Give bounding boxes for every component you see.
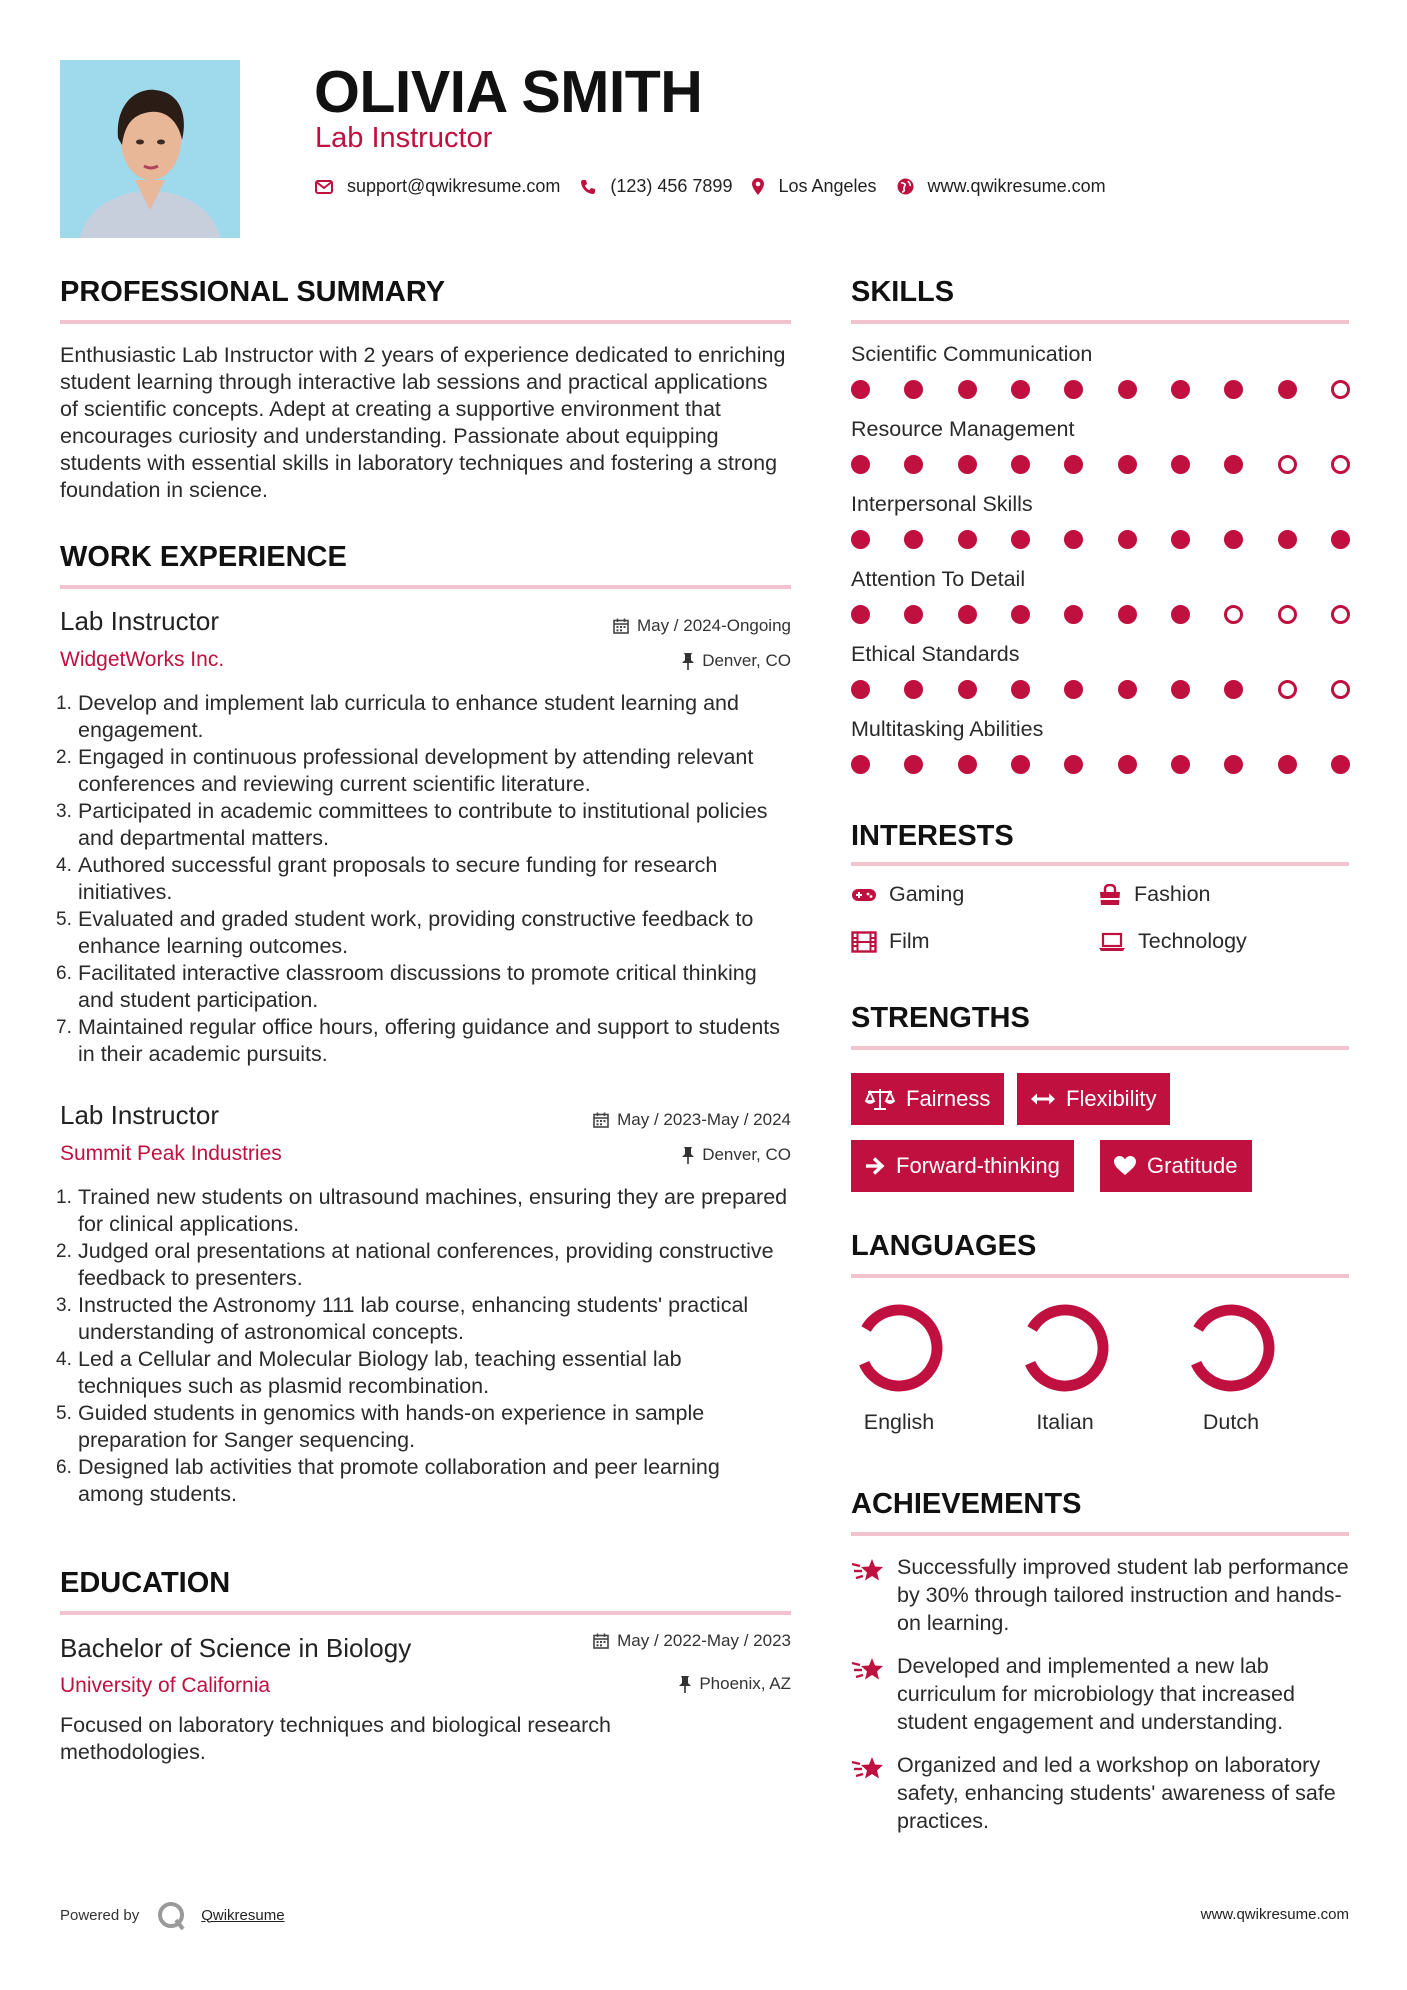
experience-divider — [60, 585, 791, 589]
language-label: Italian — [1036, 1410, 1094, 1434]
rating-dot-filled — [1064, 380, 1083, 399]
qwikresume-logo-icon — [151, 1898, 191, 1932]
rating-dot-filled — [1224, 455, 1243, 474]
achievement-item — [851, 1751, 1349, 1835]
language-proficiency-arc — [851, 1300, 947, 1396]
languages-heading: LANGUAGES — [851, 1230, 1037, 1262]
profile-photo — [60, 60, 240, 238]
balance-scale-icon — [865, 1087, 895, 1111]
achievement-text: Successfully improved student lab performance by 30% through tailored instruction and hands-on learning. — [897, 1555, 1349, 1635]
arrow-right-icon — [865, 1157, 885, 1175]
skill-name: Ethical Standards — [851, 642, 1020, 666]
list-item: Participated in academic committees to contribute to institutional policies and departmental matters. — [78, 799, 768, 850]
job-duties-list — [60, 1184, 790, 1508]
strength-tag — [851, 1073, 1004, 1125]
rating-dot-filled — [1011, 380, 1030, 399]
rating-dot-filled — [1064, 605, 1083, 624]
skill-rating — [851, 755, 1350, 774]
rating-dot-filled — [1011, 755, 1030, 774]
rating-dot-filled — [1278, 530, 1297, 549]
rating-dot-filled — [1118, 680, 1137, 699]
interest-label: Fashion — [1134, 882, 1211, 906]
experience-heading: WORK EXPERIENCE — [60, 541, 347, 573]
rating-dot-filled — [1064, 680, 1083, 699]
job-location-text: Denver, CO — [702, 651, 791, 670]
contact-location — [752, 176, 876, 197]
skills-heading: SKILLS — [851, 276, 955, 308]
map-pin-icon — [752, 178, 764, 195]
contact-website-text: www.qwikresume.com — [927, 176, 1106, 196]
job-date — [593, 1110, 791, 1130]
list-item: Designed lab activities that promote collaboration and peer learning among students. — [78, 1455, 720, 1506]
rating-dot-filled — [904, 380, 923, 399]
rating-dot-filled — [851, 530, 870, 549]
rating-dot-filled — [1171, 680, 1190, 699]
rating-dot-filled — [904, 680, 923, 699]
interest-label: Gaming — [889, 882, 965, 906]
heart-icon — [1114, 1156, 1136, 1176]
footer-website[interactable]: www.qwikresume.com — [1200, 1906, 1349, 1923]
rating-dot-filled — [1011, 530, 1030, 549]
shooting-star-icon — [851, 1655, 885, 1683]
list-item: Guided students in genomics with hands-on experience in sample preparation for Sanger sequencing. — [78, 1401, 705, 1452]
skill-rating — [851, 380, 1350, 399]
list-item: Instructed the Astronomy 111 lab course, enhancing students' practical understanding of astronomical concepts. — [78, 1293, 749, 1344]
rating-dot-filled — [1331, 755, 1350, 774]
language-item — [839, 1300, 959, 1435]
skills-divider — [851, 320, 1349, 324]
language-proficiency-ring — [1183, 1300, 1279, 1396]
powered-by-text: Powered by — [60, 1906, 140, 1924]
candidate-title: Lab Instructor — [315, 122, 493, 154]
interest-label: Film — [889, 929, 930, 953]
rating-dot-filled — [1118, 455, 1137, 474]
strength-label: Forward-thinking — [896, 1153, 1060, 1178]
skill-rating — [851, 455, 1350, 474]
skill-name: Interpersonal Skills — [851, 492, 1033, 516]
list-item: Authored successful grant proposals to secure funding for research initiatives. — [78, 853, 718, 904]
summary-text: Enthusiastic Lab Instructor with 2 years of experience dedicated to enriching student learning through interactive lab sessions and practical applications of scientific concepts. Adept at creating a supportive environment that encourages curiosity and understanding. Passionate about equipping students with essential skills in laboratory techniques and fostering a strong foundation in science. — [60, 343, 786, 502]
language-label: English — [863, 1410, 935, 1434]
job-date-text: May / 2023-May / 2024 — [617, 1110, 791, 1129]
shopping-bag-icon — [1098, 884, 1122, 906]
strength-label: Fairness — [906, 1086, 991, 1111]
rating-dot-filled — [1224, 680, 1243, 699]
rating-dot-filled — [1118, 380, 1137, 399]
education-location-text: Phoenix, AZ — [699, 1674, 791, 1693]
language-label: Dutch — [1202, 1410, 1260, 1434]
interest-label: Technology — [1138, 929, 1247, 953]
strength-label: Flexibility — [1066, 1086, 1157, 1111]
list-item: Judged oral presentations at national conferences, providing constructive feedback to presenters. — [78, 1239, 774, 1290]
list-item: Develop and implement lab curricula to enhance student learning and engagement. — [78, 691, 739, 742]
strength-tag — [851, 1140, 1074, 1192]
rating-dot-filled — [1118, 755, 1137, 774]
education-date — [593, 1631, 791, 1651]
language-proficiency-arc — [1183, 1300, 1279, 1396]
rating-dot-empty — [1278, 605, 1297, 624]
rating-dot-filled — [1171, 380, 1190, 399]
phone-icon — [580, 179, 596, 195]
envelope-icon — [315, 180, 333, 194]
rating-dot-empty — [1331, 380, 1350, 399]
rating-dot-filled — [851, 455, 870, 474]
strengths-divider — [851, 1046, 1349, 1050]
rating-dot-filled — [1171, 530, 1190, 549]
rating-dot-empty — [1331, 605, 1350, 624]
skill-rating — [851, 680, 1350, 699]
contact-location-text: Los Angeles — [778, 176, 877, 196]
arrows-horizontal-icon — [1031, 1092, 1055, 1106]
interest-item — [851, 882, 964, 907]
rating-dot-empty — [1224, 605, 1243, 624]
laptop-icon — [1098, 932, 1126, 952]
language-proficiency-ring — [1017, 1300, 1113, 1396]
rating-dot-filled — [1011, 680, 1030, 699]
rating-dot-filled — [904, 455, 923, 474]
rating-dot-filled — [851, 680, 870, 699]
shooting-star-icon — [851, 1754, 885, 1782]
rating-dot-filled — [1224, 755, 1243, 774]
rating-dot-filled — [958, 755, 977, 774]
contact-bar — [315, 176, 1126, 197]
rating-dot-filled — [1118, 530, 1137, 549]
skill-rating — [851, 530, 1350, 549]
pushpin-icon — [682, 653, 694, 670]
achievement-item — [851, 1553, 1349, 1637]
languages-divider — [851, 1274, 1349, 1278]
language-item — [1171, 1300, 1291, 1435]
rating-dot-filled — [1011, 455, 1030, 474]
rating-dot-filled — [1171, 605, 1190, 624]
interests-heading: INTERESTS — [851, 820, 1014, 852]
skill-rating — [851, 605, 1350, 624]
job-date — [613, 616, 791, 636]
language-proficiency-ring — [851, 1300, 947, 1396]
rating-dot-filled — [1331, 530, 1350, 549]
qwikresume-link[interactable]: Qwikresume — [201, 1906, 285, 1924]
film-icon — [851, 931, 877, 953]
strength-label: Gratitude — [1147, 1153, 1238, 1178]
job-title: Lab Instructor — [60, 1100, 219, 1130]
skill-name: Resource Management — [851, 417, 1075, 441]
strength-tag — [1100, 1140, 1252, 1192]
rating-dot-filled — [904, 755, 923, 774]
rating-dot-filled — [851, 605, 870, 624]
list-item: Trained new students on ultrasound machines, ensuring they are prepared for clinical applications. — [78, 1185, 788, 1236]
list-item: Facilitated interactive classroom discussions to promote critical thinking and student participation. — [78, 961, 757, 1012]
list-item: Led a Cellular and Molecular Biology lab, teaching essential lab techniques such as plasmid recombination. — [78, 1347, 682, 1398]
rating-dot-filled — [904, 605, 923, 624]
rating-dot-filled — [1064, 455, 1083, 474]
rating-dot-filled — [1064, 755, 1083, 774]
list-item: Engaged in continuous professional development by attending relevant conferences and reviewing current scientific literature. — [78, 745, 754, 796]
job-location — [682, 1145, 791, 1165]
rating-dot-filled — [904, 530, 923, 549]
education-degree: Bachelor of Science in Biology — [60, 1633, 412, 1663]
shooting-star-icon — [851, 1556, 885, 1584]
pushpin-icon — [682, 1147, 694, 1164]
footer-powered-by — [60, 1898, 285, 1932]
candidate-name: OLIVIA SMITH — [314, 59, 703, 125]
contact-phone-text: (123) 456 7899 — [610, 176, 733, 196]
education-date-text: May / 2022-May / 2023 — [617, 1631, 791, 1650]
calendar-icon — [593, 1633, 609, 1649]
job-location — [682, 651, 791, 671]
pushpin-icon — [679, 1676, 691, 1693]
language-item — [1005, 1300, 1125, 1435]
job-title: Lab Instructor — [60, 606, 219, 636]
rating-dot-filled — [958, 530, 977, 549]
skill-name: Multitasking Abilities — [851, 717, 1044, 741]
job-company: Summit Peak Industries — [60, 1142, 282, 1165]
rating-dot-empty — [1331, 680, 1350, 699]
achievements-heading: ACHIEVEMENTS — [851, 1488, 1082, 1520]
rating-dot-filled — [1224, 530, 1243, 549]
education-location — [679, 1674, 791, 1694]
rating-dot-filled — [1278, 755, 1297, 774]
achievement-item — [851, 1652, 1349, 1736]
interest-item — [1098, 929, 1247, 954]
rating-dot-filled — [1118, 605, 1137, 624]
contact-phone[interactable] — [580, 176, 732, 197]
globe-icon — [897, 178, 914, 195]
interest-item — [851, 929, 930, 954]
rating-dot-filled — [1224, 380, 1243, 399]
calendar-icon — [593, 1112, 609, 1128]
education-school: University of California — [60, 1674, 271, 1697]
rating-dot-filled — [1064, 530, 1083, 549]
strength-tag — [1017, 1073, 1170, 1125]
education-divider — [60, 1611, 791, 1615]
contact-email-text: support@qwikresume.com — [347, 176, 561, 196]
contact-website[interactable] — [897, 176, 1106, 197]
achievement-text: Organized and led a workshop on laboratory safety, enhancing students' awareness of safe practices. — [897, 1753, 1336, 1833]
rating-dot-filled — [1171, 455, 1190, 474]
education-heading: EDUCATION — [60, 1567, 231, 1599]
summary-divider — [60, 320, 791, 324]
calendar-icon — [613, 618, 629, 634]
rating-dot-filled — [958, 455, 977, 474]
education-description: Focused on laboratory techniques and biological research methodologies. — [60, 1713, 611, 1764]
job-location-text: Denver, CO — [702, 1145, 791, 1164]
rating-dot-filled — [1011, 605, 1030, 624]
rating-dot-empty — [1278, 455, 1297, 474]
gamepad-icon — [851, 887, 877, 903]
interests-divider — [851, 862, 1349, 866]
achievements-divider — [851, 1532, 1349, 1536]
rating-dot-filled — [1278, 380, 1297, 399]
strengths-heading: STRENGTHS — [851, 1002, 1030, 1034]
interest-item — [1098, 882, 1211, 907]
job-company: WidgetWorks Inc. — [60, 648, 225, 671]
rating-dot-empty — [1331, 455, 1350, 474]
rating-dot-filled — [1171, 755, 1190, 774]
rating-dot-filled — [958, 380, 977, 399]
rating-dot-empty — [1278, 680, 1297, 699]
rating-dot-filled — [851, 380, 870, 399]
rating-dot-filled — [958, 605, 977, 624]
skill-name: Scientific Communication — [851, 342, 1093, 366]
contact-email[interactable] — [315, 176, 560, 197]
rating-dot-filled — [851, 755, 870, 774]
skill-name: Attention To Detail — [851, 567, 1026, 591]
summary-heading: PROFESSIONAL SUMMARY — [60, 276, 446, 308]
job-duties-list — [60, 690, 790, 1068]
list-item: Evaluated and graded student work, providing constructive feedback to enhance learning outcomes. — [78, 907, 754, 958]
achievement-text: Developed and implemented a new lab curriculum for microbiology that increased student engagement and understanding. — [897, 1654, 1295, 1734]
job-date-text: May / 2024-Ongoing — [636, 616, 791, 635]
language-proficiency-arc — [1017, 1300, 1113, 1396]
rating-dot-filled — [958, 680, 977, 699]
list-item: Maintained regular office hours, offering guidance and support to students in their academic pursuits. — [78, 1015, 781, 1066]
